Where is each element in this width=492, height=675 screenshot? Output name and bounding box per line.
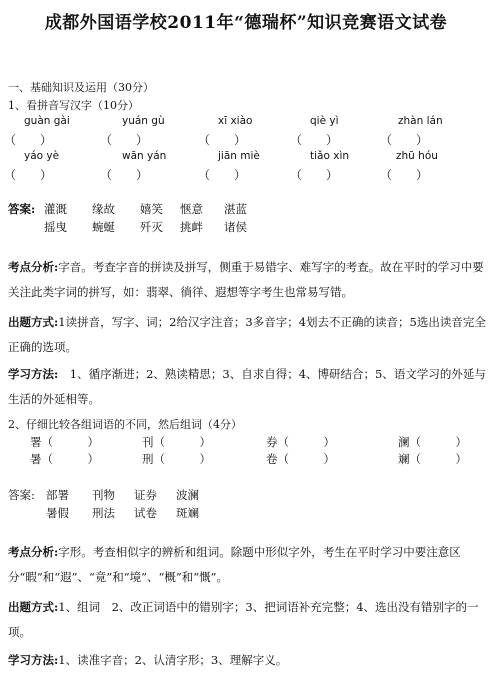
word-compare-item[interactable]: 卷（ ） [266,452,335,466]
study-paragraph [8,648,486,673]
analysis-label: 考点分析: [8,260,59,274]
study-label: 学习方法: [8,367,59,381]
method-text: 1、组词 2、改正词语中的错别字；3、把词语补充完整；4、选出没有错别字的一项。 [8,600,479,639]
answer-word: 部署 [46,488,69,502]
study-text: 1、读准字音；2、认清字形；3、理解字义。 [58,653,288,667]
analysis-label: 考点分析: [8,545,59,559]
blank-6[interactable]: （ ） [4,168,53,182]
blank-1[interactable]: （ ） [4,133,53,147]
blank-4[interactable]: （ ） [290,133,339,147]
question-2-heading: 2、仔细比较各组词语的不同，然后组词（4分） [8,418,242,431]
word-compare-item[interactable]: 署（ ） [30,435,99,449]
analysis-paragraph [8,255,486,305]
word-compare-item[interactable]: 刊（ ） [142,435,211,449]
pinyin-10: zhū hóu [396,150,438,162]
method-paragraph [8,595,486,645]
method-text: 1读拼音，写字、词；2给汉字注音；3多音字；4划去不正确的读音；5选出读音完全正确的选项。 [8,315,486,354]
answer-word: 诸侯 [224,220,247,234]
pinyin-4: qiè yì [310,115,339,127]
answer-word: 挑衅 [180,220,203,234]
word-compare-item[interactable]: 澜（ ） [398,435,467,449]
pinyin-8: jiān miè [218,150,260,162]
pinyin-6: yáo yè [24,150,60,162]
study-label: 学习方法: [8,653,59,667]
answer-word: 刑法 [92,506,115,520]
blank-3[interactable]: （ ） [198,133,247,147]
study-paragraph [8,362,486,412]
answer-word: 歼灭 [140,220,163,234]
word-compare-item[interactable]: 券（ ） [266,435,335,449]
analysis-text: 字形。考查相似字的辨析和组词。除题中形似字外，考生在平时学习中要注意区分“暇”和“遐”、“竟”和“境”、“概”和“慨”。 [8,545,461,584]
answer-word: 嬉笑 [140,202,163,216]
pinyin-7: wān yán [122,150,167,162]
word-compare-item[interactable]: 刑（ ） [142,452,211,466]
method-paragraph [8,310,486,360]
blank-10[interactable]: （ ） [380,168,429,182]
study-text: 1、循序渐进；2、熟读精思；3、自求自得；4、博研结合；5、语文学习的外延与生活的外延相等。 [8,367,486,406]
section-heading: 一、基础知识及运用（30分） [8,81,154,94]
blank-8[interactable]: （ ） [198,168,247,182]
answer-word: 证券 [134,488,157,502]
analysis-paragraph [8,540,486,590]
word-compare-item[interactable]: 斓（ ） [398,452,467,466]
method-label: 出题方式: [8,315,59,329]
analysis-text: 字音。考查字音的拼读及拼写，侧重于易错字、难写字的考查。故在平时的学习中要关注此类字词的拼写，如：翡翠、徜徉、遐想等字考生也常易写错。 [8,260,484,299]
answer-word: 斑斓 [176,506,199,520]
answer-word: 摇曳 [44,220,67,234]
word-compare-item[interactable]: 暑（ ） [30,452,99,466]
answer-word: 试卷 [134,506,157,520]
answer-label: 答案: [8,488,35,502]
answer-word: 蜿蜒 [92,220,115,234]
blank-9[interactable]: （ ） [290,168,339,182]
answer-word: 波澜 [176,488,199,502]
pinyin-3: xī xiào [218,115,253,127]
answer-word: 刊物 [92,488,115,502]
pinyin-1: guàn gài [24,115,70,127]
blank-7[interactable]: （ ） [100,168,149,182]
blank-2[interactable]: （ ） [100,133,149,147]
answer-label: 答案: [8,202,36,216]
method-label: 出题方式: [8,600,59,614]
pinyin-2: yuán gù [122,115,165,127]
answer-word: 暑假 [46,506,69,520]
pinyin-5: zhàn lán [398,115,443,127]
answer-word: 灌溉 [44,202,67,216]
answer-word: 惬意 [180,202,203,216]
blank-5[interactable]: （ ） [380,133,429,147]
answer-word: 湛蓝 [224,202,247,216]
question-1-heading: 1、看拼音写汉字（10分） [8,99,139,112]
page-title: 成都外国语学校2011年“德瑞杯”知识竞赛语文试卷 [44,13,448,33]
pinyin-9: tiǎo xìn [310,150,350,162]
answer-word: 缘故 [92,202,115,216]
